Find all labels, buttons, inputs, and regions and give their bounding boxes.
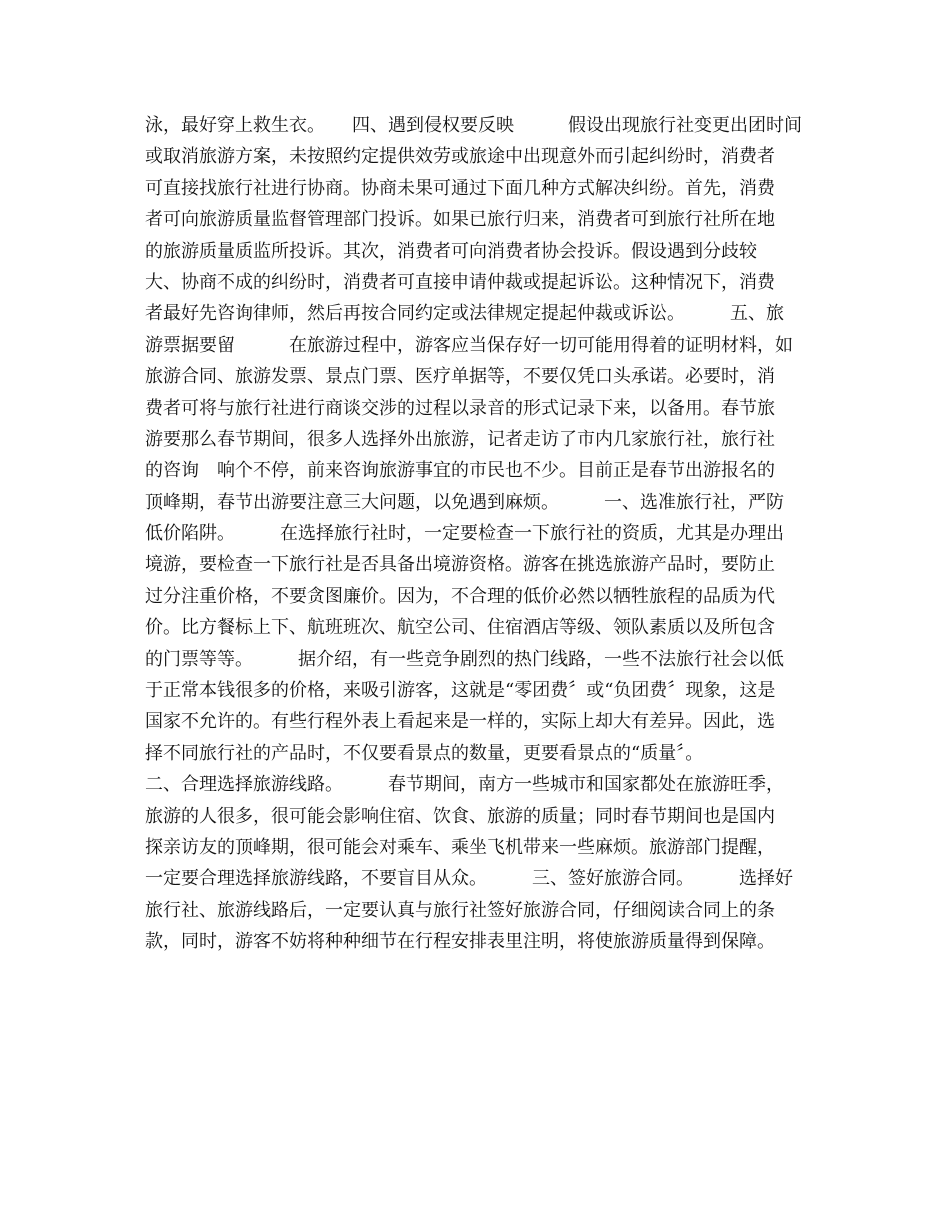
text-line: 大、协商不成的纠纷时，消费者可直接申请仲裁或提起诉讼。这种情况下，消费 xyxy=(145,271,775,293)
text-line: 的门票等等。 据介绍，有一些竞争剧烈的热门线路，一些不法旅行社会以低 xyxy=(145,648,784,670)
text-line: 者最好先咨询律师，然后再按合同约定或法律规定提起仲裁或诉讼。 五、旅 xyxy=(145,303,784,325)
document-page xyxy=(145,110,805,958)
text-line: 探亲访友的顶峰期，很可能会对乘车、乘坐飞机带来一些麻烦。旅游部门提醒， xyxy=(145,836,775,858)
text-line: 低价陷阱。 在选择旅行社时，一定要检查一下旅行社的资质，尤其是办理出 xyxy=(145,523,784,545)
text-line: 择不同旅行社的产品时，不仅要看景点的数量，更要看景点的“质量〞。 xyxy=(145,742,704,764)
text-line: 境游，要检查一下旅行社是否具备出境游资格。游客在挑选旅游产品时，要防止 xyxy=(145,554,775,576)
text-line: 可直接找旅行社进行协商。协商未果可通过下面几种方式解决纠纷。首先，消费 xyxy=(145,177,775,199)
text-line: 价。比方餐标上下、航班班次、航空公司、住宿酒店等级、领队素质以及所包含 xyxy=(145,617,775,639)
text-line: 顶峰期，春节出游要注意三大问题，以免遇到麻烦。 一、选准旅行社，严防 xyxy=(145,491,784,513)
text-line: 二、合理选择旅游线路。 春节期间，南方一些城市和国家都处在旅游旺季， xyxy=(145,774,784,796)
text-line: 于正常本钱很多的价格，来吸引游客，这就是“零团费〞或“负团费〞现象，这是 xyxy=(145,680,776,702)
text-line: 者可向旅游质量监督管理部门投诉。如果已旅行归来，消费者可到旅行社所在地 xyxy=(145,209,775,231)
text-line: 过分注重价格，不要贪图廉价。因为，不合理的低价必然以牺牲旅程的品质为代 xyxy=(145,585,775,607)
text-line: 的咨询 响个不停，前来咨询旅游事宜的市民也不少。目前正是春节出游报名的 xyxy=(145,460,775,482)
text-line: 一定要合理选择旅游线路，不要盲目从众。 三、签好旅游合同。 选择好 xyxy=(145,868,793,890)
text-line: 游要那么春节期间，很多人选择外出旅游，记者走访了市内几家旅行社，旅行社 xyxy=(145,428,775,450)
text-line: 国家不允许的。有些行程外表上看起来是一样的，实际上却大有差异。因此，选 xyxy=(145,711,775,733)
text-line: 费者可将与旅行社进行商谈交涉的过程以录音的形式记录下来，以备用。春节旅 xyxy=(145,397,775,419)
text-line: 游票据要留 在旅游过程中，游客应当保存好一切可能用得着的证明材料，如 xyxy=(145,334,793,356)
text-line: 旅游合同、旅游发票、景点门票、医疗单据等，不要仅凭口头承诺。必要时，消 xyxy=(145,366,775,388)
text-line: 的旅游质量质监所投诉。其次，消费者可向消费者协会投诉。假设遇到分歧较 xyxy=(145,240,757,262)
text-line: 或取消旅游方案，未按照约定提供效劳或旅途中出现意外而引起纠纷时，消费者 xyxy=(145,146,775,168)
text-line: 旅行社、旅游线路后，一定要认真与旅行社签好旅游合同，仔细阅读合同上的条 xyxy=(145,899,775,921)
text-line: 旅游的人很多，很可能会影响住宿、饮食、旅游的质量；同时春节期间也是国内 xyxy=(145,805,775,827)
text-line: 款，同时，游客不妨将种种细节在行程安排表里注明，将使旅游质量得到保障。 xyxy=(145,931,775,953)
text-line: 泳，最好穿上救生衣。 四、遇到侵权要反映 假设出现旅行社变更出团时间 xyxy=(145,115,802,136)
